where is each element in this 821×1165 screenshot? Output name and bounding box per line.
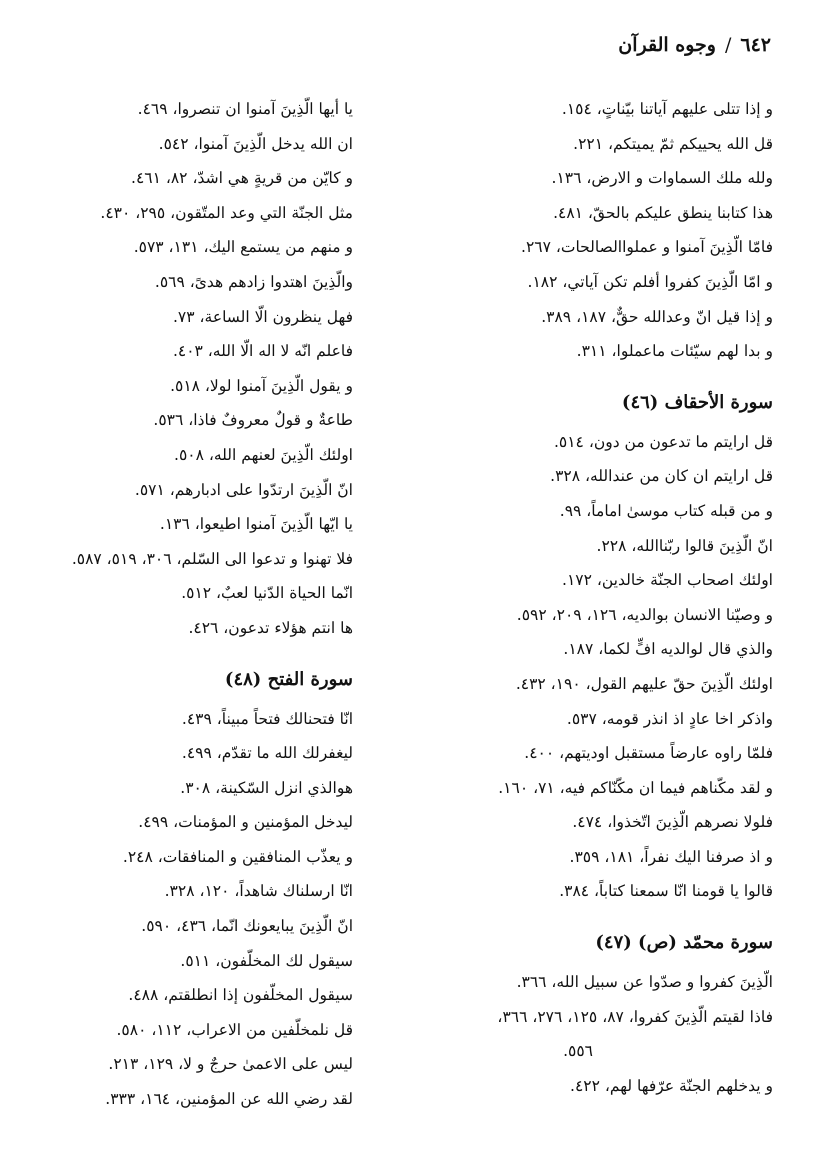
index-entry: يا ايّها الّذِينَ آمنوا اطيعوا، ١٣٦. xyxy=(159,515,353,534)
index-entry: فاعلم انّه لا اله الّا الله، ٤٠٣. xyxy=(172,342,353,361)
index-entry: اولئك اصحاب الجنّة خالدين، ١٧٢. xyxy=(562,571,773,590)
index-entry: فلا تهنوا و تدعوا الى السّلم، ٣٠٦، ٥١٩، ٥٨٧. xyxy=(71,549,353,568)
index-entry: انّ الّذِينَ قالوا ربّناالله، ٢٢٨. xyxy=(596,536,773,555)
index-entry: هذا كتابنا ينطق عليكم بالحقّ، ٤٨١. xyxy=(553,203,773,222)
surah-heading: سورة الأحقاف (٤٦) xyxy=(621,391,773,413)
index-entry: والذي قال لوالديه افٍّ لكما، ١٨٧. xyxy=(563,640,773,659)
index-entry: انّا فتحنالك فتحاً مبيناً، ٤٣٩. xyxy=(181,709,353,728)
index-entry: اولئك الّذِينَ حقّ عليهم القول، ١٩٠، ٤٣٢. xyxy=(515,674,773,693)
book-title: وجوه القرآن xyxy=(618,34,716,56)
index-entry: فهل ينظرون الّا الساعة، ٧٣. xyxy=(172,307,353,326)
index-entry: فلمّا راوه عارضاً مستقبل اوديتهم، ٤٠٠. xyxy=(524,744,773,763)
index-entry: لقد رضي الله عن المؤمنين، ١٦٤، ٣٣٣. xyxy=(105,1090,353,1109)
index-entry: يا أيها الّذِينَ آمنوا ان تنصروا، ٤٦٩. xyxy=(137,100,353,118)
index-entry: و يدخلهم الجنّة عرّفها لهم، ٤٢٢. xyxy=(570,1076,773,1095)
index-entry: و امّا الّذِينَ كفروا أفلم تكن آياتي، ١٨٢. xyxy=(527,272,773,291)
index-entry: ليغفرلك الله ما تقدّم، ٤٩٩. xyxy=(181,744,353,763)
index-entry: و كايّن من قريةٍ هي اشدّ، ٨٢، ٤٦١. xyxy=(131,169,353,188)
index-entry: انّ الّذِينَ ارتدّوا على ادبارهم، ٥٧١. xyxy=(134,480,353,499)
index-entry: ليدخل المؤمنين و المؤمنات، ٤٩٩. xyxy=(138,813,353,832)
index-entry: واذكر اخا عادٍ اذ انذر قومه، ٥٣٧. xyxy=(566,709,773,728)
index-entry: ليس على الاعمىٰ حرجٌ و لا، ١٢٩، ٢١٣. xyxy=(108,1055,353,1074)
index-entry: و منهم من يستمع اليك، ١٣١، ٥٧٣. xyxy=(133,238,353,257)
index-entry: انّا ارسلناك شاهداً، ١٢٠، ٣٢٨. xyxy=(164,882,353,901)
index-entry: و إذا تتلى عليهم آياتنا بيّناتٍ، ١٥٤. xyxy=(561,100,773,118)
index-entry: الّذِينَ كفروا و صدّوا عن سبيل الله، ٣٦٦. xyxy=(516,973,773,992)
index-entry: سيقول المخلّفون إذا انطلقتم، ٤٨٨. xyxy=(128,986,353,1005)
index-entry: قل الله يحييكم ثمّ يميتكم، ٢٢١. xyxy=(573,134,773,153)
index-entry: فلولا نصرهم الّذِينَ اتّخذوا، ٤٧٤. xyxy=(572,813,773,832)
index-entry: ان الله يدخل الّذِينَ آمنوا، ٥٤٢. xyxy=(158,134,353,153)
header-separator: / xyxy=(724,34,732,56)
index-entry: سيقول لك المخلّفون، ٥١١. xyxy=(180,951,353,970)
index-entry: و يقول الّذِينَ آمنوا لولا، ٥١٨. xyxy=(170,376,353,395)
index-entry: و يعذّب المنافقين و المنافقات، ٢٤٨. xyxy=(122,847,353,866)
index-entry: فاذا لقيتم الّذِينَ كفروا، ٨٧، ١٢٥، ٢٧٦، ٣٦٦، xyxy=(497,1007,773,1026)
index-entry: قل ارايتم ما تدعون من دون، ٥١٤. xyxy=(553,432,773,451)
right-column xyxy=(413,92,773,1103)
surah-heading: سورة محمّد (ص) (٤٧) xyxy=(595,932,773,954)
index-entry: اولئك الّذِينَ لعنهم الله، ٥٠٨. xyxy=(174,445,353,464)
page-number: ٦٤٢ xyxy=(740,34,771,56)
index-entry: و لقد مكّناهم فيما ان مكّنّاكم فيه، ٧١، ١٦٠. xyxy=(498,778,773,797)
index-entry: ها انتم هؤلاء تدعون، ٤٢٦. xyxy=(188,618,353,637)
index-entry: و بدا لهم سيّئات ماعملوا، ٣١١. xyxy=(576,342,773,361)
index-entry: قل نلمخلّفين من الاعراب، ١١٢، ٥٨٠. xyxy=(116,1020,353,1039)
index-entry: ولله ملك السماوات و الارض، ١٣٦. xyxy=(551,169,773,188)
index-entry: والّذِينَ اهتدوا زادهم هدىً، ٥٦٩. xyxy=(154,272,353,291)
index-entry: و وصيّنا الانسان بوالديه، ١٢٦، ٢٠٩، ٥٩٢. xyxy=(516,605,773,624)
surah-heading: سورة الفتح (٤٨) xyxy=(224,668,353,690)
index-entry: مثل الجنّة التي وعد المتّقون، ٢٩٥، ٤٣٠. xyxy=(100,203,353,222)
index-entry: فامّا الّذِينَ آمنوا و عملواالصالحات، ٢٦٧. xyxy=(521,238,773,257)
index-entry: و من قبله كتاب موسىٰ اماماً، ٩٩. xyxy=(559,501,773,520)
index-entry: هوالذي انزل السّكينة، ٣٠٨. xyxy=(180,778,353,797)
index-entry: انّ الّذِينَ يبايعونك انّما، ٤٣٦، ٥٩٠. xyxy=(141,917,353,936)
index-entry: قالوا يا قومنا انّا سمعنا كتاباً، ٣٨٤. xyxy=(559,882,773,901)
page-header xyxy=(618,34,771,56)
index-entry: و اذ صرفنا اليك نفراً، ١٨١، ٣٥٩. xyxy=(569,847,773,866)
index-entry: انّما الحياة الدّنيا لعبٌ، ٥١٢. xyxy=(181,584,353,603)
index-entry: قل ارايتم ان كان من عندالله، ٣٢٨. xyxy=(550,467,773,486)
left-column xyxy=(8,92,353,1117)
index-entry: ٥٥٦. xyxy=(563,1042,593,1061)
index-entry: و إذا قيل انّ وعدالله حقٌّ، ١٨٧، ٣٨٩. xyxy=(541,307,773,326)
index-entry: طاعةٌ و قولٌ معروفٌ فاذا، ٥٣٦. xyxy=(153,411,353,430)
